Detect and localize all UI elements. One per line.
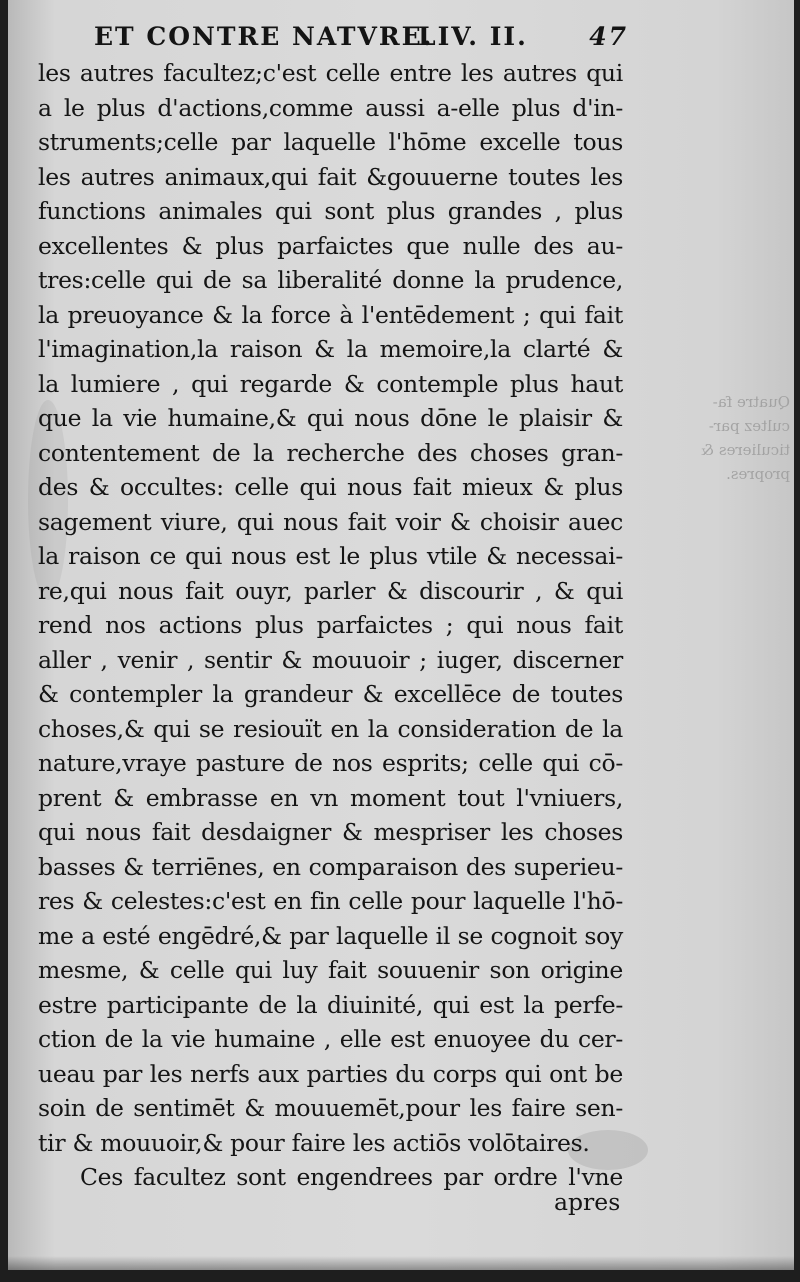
marginal-note-bleedthrough bbox=[670, 390, 790, 486]
text-line: qui nous fait desdaigner & mespriser les choses bbox=[38, 818, 623, 846]
text-line: ction de la vie humaine , elle est enuoyee du cer- bbox=[38, 1025, 623, 1053]
text-line: l'imagination,la raison & la memoire,la clarté & bbox=[38, 335, 623, 363]
text-line: la lumiere , qui regarde & contemple plus haut bbox=[38, 369, 623, 398]
text-line: res & celestes:c'est en fin celle pour laquelle l'hō- bbox=[38, 887, 623, 915]
text-line: contentement de la recherche des choses gran- bbox=[38, 438, 623, 467]
text-line: sagement viure, qui nous fait voir & choisir auec bbox=[38, 507, 623, 536]
text-line: a le plus d'actions,comme aussi a-elle plus d'in- bbox=[38, 93, 623, 122]
book-number: LIV. II. bbox=[418, 22, 528, 51]
text-line: tres:celle qui de sa liberalité donne la prudence, bbox=[38, 266, 623, 294]
text-line: les autres facultez;c'est celle entre les autres qui bbox=[38, 59, 623, 87]
text-line: la preuoyance & la force à l'entēdement ; qui fait bbox=[38, 300, 623, 329]
text-line: estre participante de la diuinité, qui est la perfe- bbox=[38, 990, 623, 1019]
text-line: re,qui nous fait ouyr, parler & discourir , & qui bbox=[38, 576, 623, 605]
text-line: tir & mouuoir,& pour faire les actiōs volōtaires. bbox=[38, 1128, 590, 1157]
marginal-note-line: ticulieres & bbox=[700, 441, 790, 459]
book-page bbox=[8, 0, 794, 1270]
text-line: des & occultes: celle qui nous fait mieux & plus bbox=[38, 473, 623, 501]
text-line: les autres animaux,qui fait &gouuerne toutes les bbox=[38, 162, 623, 191]
text-line: choses,& qui se resiouït en la consideration de la bbox=[38, 714, 623, 743]
catchword: apres bbox=[554, 1188, 621, 1216]
page-edge-shadow bbox=[8, 1256, 794, 1270]
text-line: basses & terriēnes, en comparaison des superieu- bbox=[38, 852, 623, 881]
text-line: la raison ce qui nous est le plus vtile & necessai- bbox=[38, 542, 623, 570]
text-line: aller , venir , sentir & mouuoir ; iuger, discerner bbox=[38, 645, 623, 674]
running-title: ET CONTRE NATVRE. bbox=[94, 22, 434, 51]
body-text bbox=[38, 56, 623, 1195]
text-line: functions animales qui sont plus grandes , plus bbox=[38, 197, 623, 225]
text-line: me a esté engēdré,& par laquelle il se cognoit soy bbox=[38, 921, 623, 950]
text-line: & contempler la grandeur & excellēce de toutes bbox=[38, 680, 623, 708]
page-number: 47 bbox=[589, 22, 628, 51]
text-line: mesme, & celle qui luy fait souuenir son origine bbox=[38, 956, 623, 984]
text-line: soin de sentimēt & mouuemēt,pour les faire sen- bbox=[38, 1094, 623, 1122]
marginal-note-line: propres. bbox=[726, 465, 790, 483]
marginal-note-line: Quatre fa- bbox=[712, 393, 790, 411]
text-line: que la vie humaine,& qui nous dōne le plaisir & bbox=[38, 404, 623, 432]
text-line: ueau par les nerfs aux parties du corps qui ont be bbox=[38, 1059, 623, 1088]
text-line: prent & embrasse en vn moment tout l'vniuers, bbox=[38, 783, 623, 812]
text-line: nature,vraye pasture de nos esprits; celle qui cō- bbox=[38, 749, 623, 777]
text-line: rend nos actions plus parfaictes ; qui nous fait bbox=[38, 611, 623, 639]
text-line: struments;celle par laquelle l'hōme excelle tous bbox=[38, 128, 623, 156]
text-line: Ces facultez sont engendrees par ordre l'vne bbox=[80, 1163, 623, 1191]
text-line: excellentes & plus parfaictes que nulle des au- bbox=[38, 231, 623, 260]
marginal-note-line: cultez par- bbox=[708, 417, 790, 435]
